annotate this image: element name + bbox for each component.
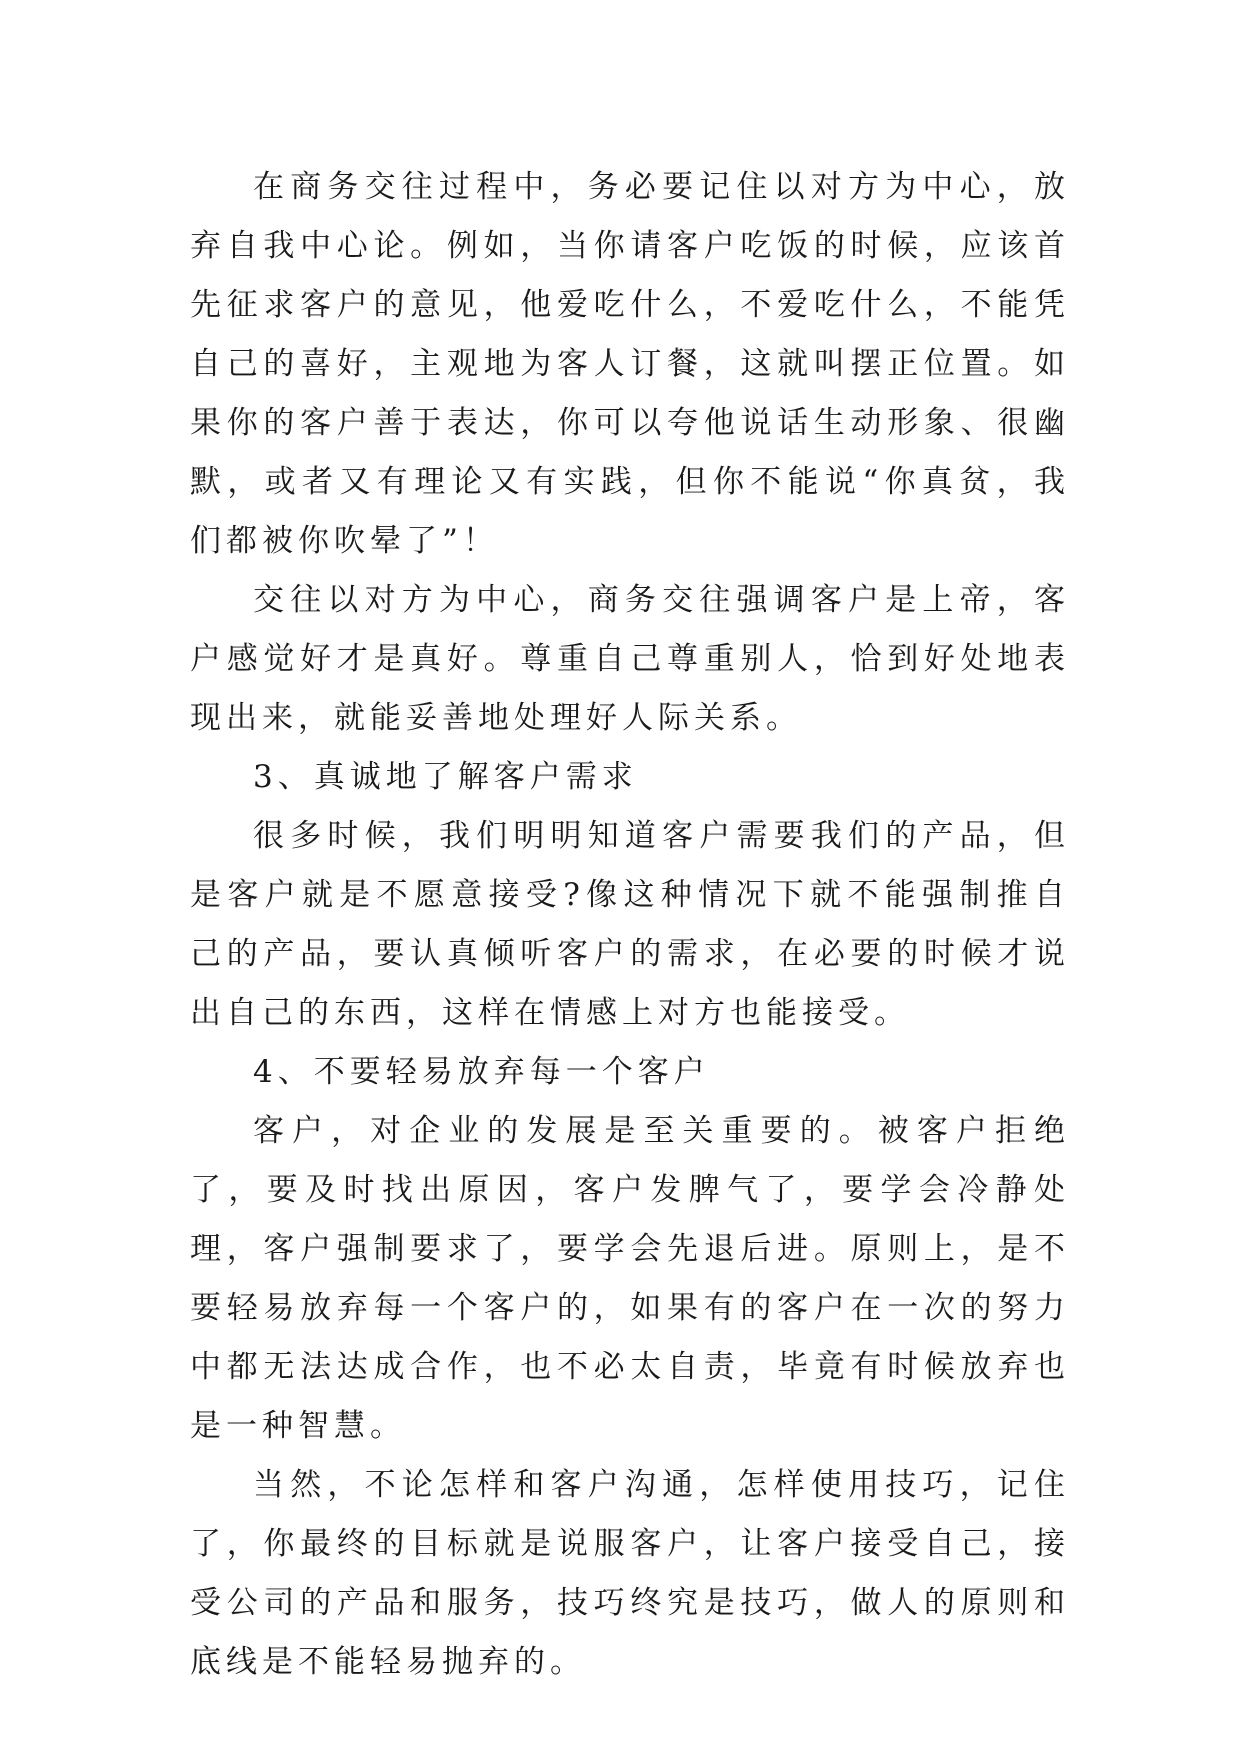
- paragraph-customer-centered: 交往以对方为中心，商务交往强调客户是上帝，客户感觉好才是真好。尊重自己尊重别人，恰到好处地表现出来，就能妥善地处理好人际关系。: [190, 582, 1070, 736]
- paragraph-dont-give-up: 客户，对企业的发展是至关重要的。被客户拒绝了，要及时找出原因，客户发脾气了，要学会冷静处理，客户强制要求了，要学会先退后进。原则上，是不要轻易放弃每一个客户的，如果有的客户在一次的努力中都无法达成合作，也不必太自责，毕竟有时候放弃也是一种智慧。: [190, 1113, 1070, 1444]
- document-body: [190, 158, 1070, 1692]
- paragraph-self-centered: 在商务交往过程中，务必要记住以对方为中心，放弃自我中心论。例如，当你请客户吃饭的时候，应该首先征求客户的意见，他爱吃什么，不爱吃什么，不能凭自己的喜好，主观地为客人订餐，这就叫摆正位置。如果你的客户善于表达，你可以夸他说话生动形象、很幽默，或者又有理论又有实践，但你不能说“你真贫，我们都被你吹晕了”！: [190, 169, 1070, 559]
- section-heading-4: 4、不要轻易放弃每一个客户: [253, 1054, 710, 1090]
- paragraph-customer-needs: 很多时候，我们明明知道客户需要我们的产品，但是客户就是不愿意接受?像这种情况下就不能强制推自己的产品，要认真倾听客户的需求，在必要的时候才说出自己的东西，这样在情感上对方也能接受。: [190, 818, 1070, 1031]
- section-heading-3: 3、真诚地了解客户需求: [253, 759, 638, 795]
- paragraph-conclusion: 当然，不论怎样和客户沟通，怎样使用技巧，记住了，你最终的目标就是说服客户，让客户接受自己，接受公司的产品和服务，技巧终究是技巧，做人的原则和底线是不能轻易抛弃的。: [190, 1467, 1070, 1680]
